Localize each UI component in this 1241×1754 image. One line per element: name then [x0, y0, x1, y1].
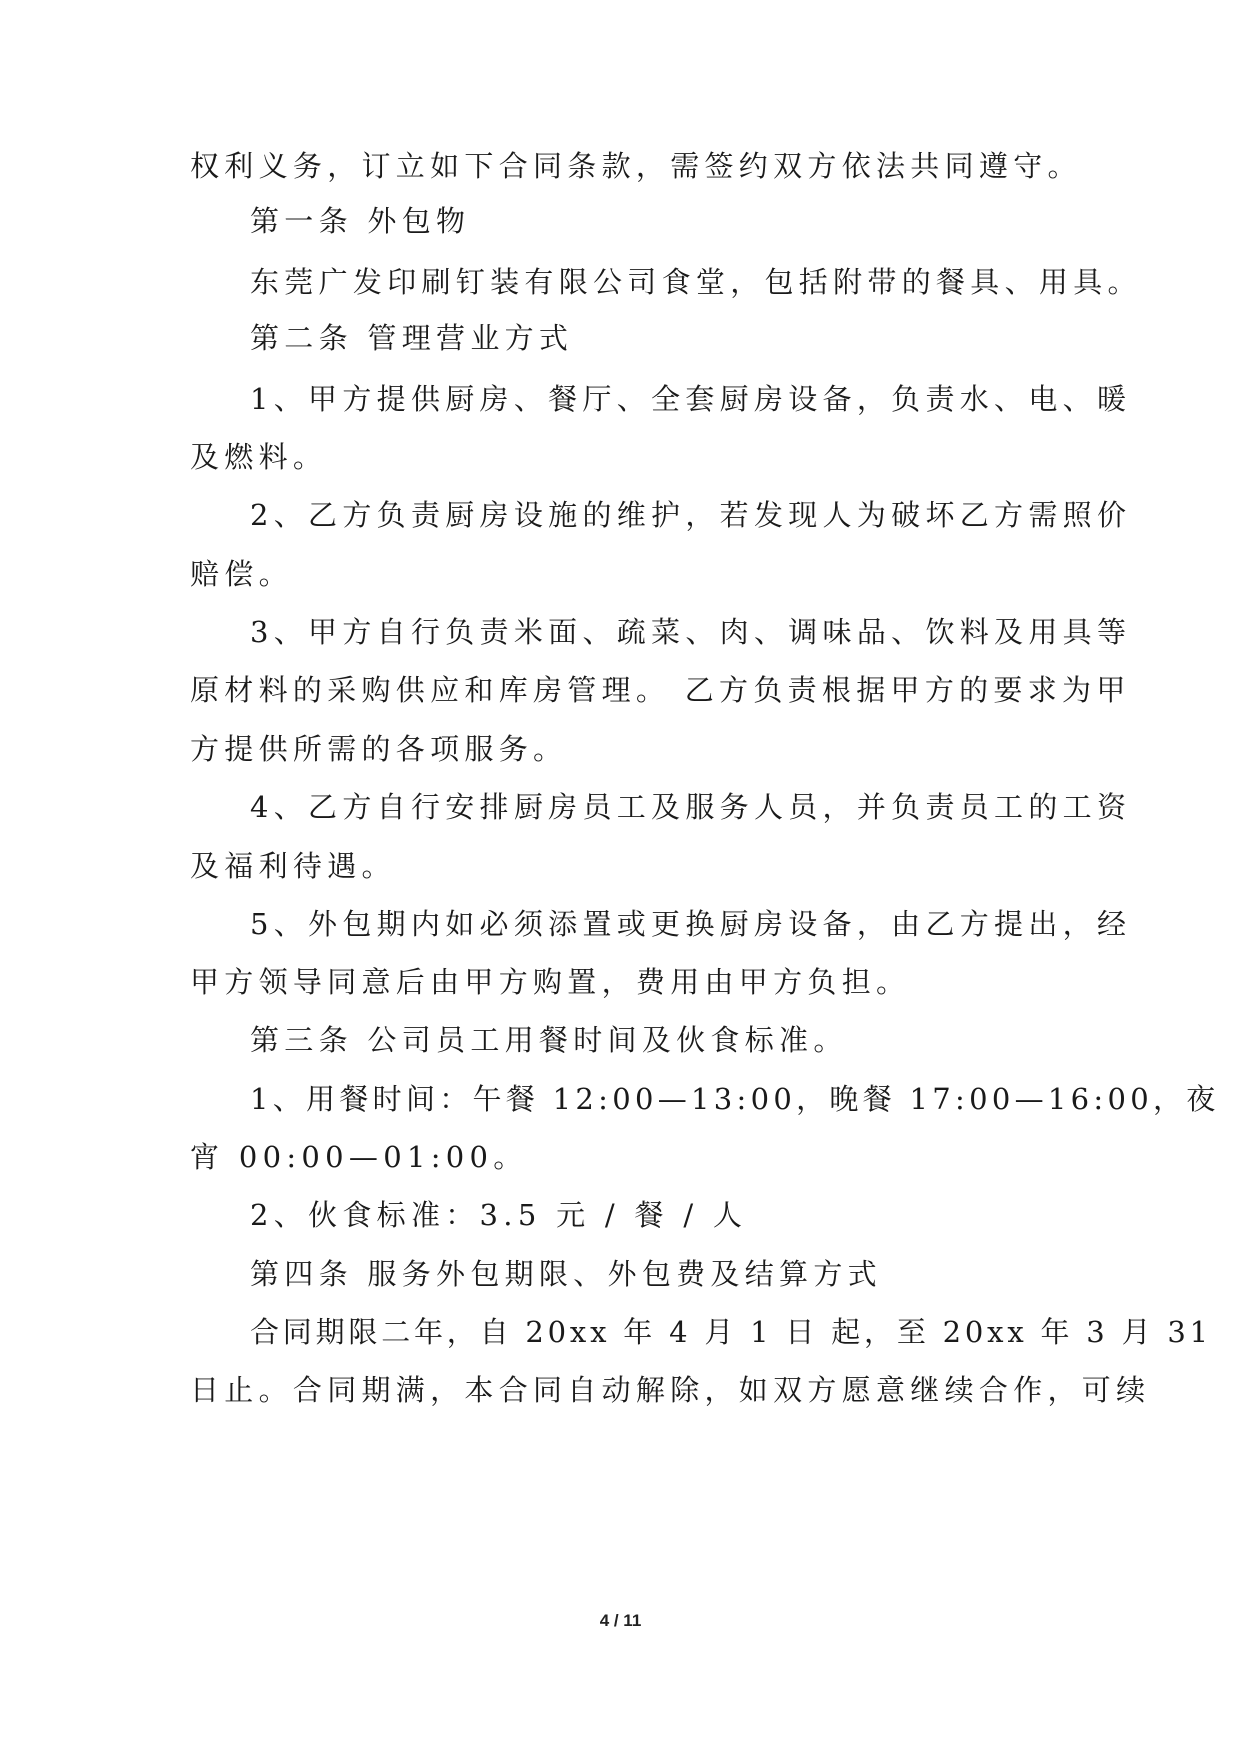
text-line-12: 4、乙方自行安排厨房员工及服务人员，并负责员工的工资 — [250, 790, 1132, 824]
text-line-15: 甲方领导同意后由甲方购置，费用由甲方负担。 — [190, 965, 911, 999]
section-heading-2: 第二条 管理营业方式 — [250, 321, 574, 355]
text-line-11: 方提供所需的各项服务。 — [190, 732, 568, 766]
text-line-22: 日止。合同期满，本合同自动解除，如双方愿意继续合作，可续 — [190, 1373, 1151, 1407]
section-heading-1: 第一条 外包物 — [250, 204, 471, 238]
section-heading-3: 第三条 公司员工用餐时间及伙食标准。 — [250, 1023, 848, 1057]
text-line-14: 5、外包期内如必须添置或更换厨房设备，由乙方提出，经 — [250, 907, 1132, 941]
section-heading-4: 第四条 服务外包期限、外包费及结算方式 — [250, 1257, 882, 1291]
text-line-9: 3、甲方自行负责米面、疏菜、肉、调味品、饮料及用具等 — [250, 615, 1132, 649]
text-line-1: 权利义务，订立如下合同条款，需签约双方依法共同遵守。 — [190, 149, 1082, 183]
text-line-5: 1、甲方提供厨房、餐厅、全套厨房设备，负责水、电、暖 — [250, 382, 1132, 416]
text-line-10: 原材料的采购供应和库房管理。 乙方负责根据甲方的要求为甲 — [190, 673, 1131, 707]
text-line-7: 2、乙方负责厨房设施的维护，若发现人为破坏乙方需照价 — [250, 498, 1132, 532]
text-line-3: 东莞广发印刷钉装有限公司食堂，包括附带的餐具、用具。 — [250, 265, 1142, 299]
text-line-13: 及福利待遇。 — [190, 849, 396, 883]
text-line-21: 合同期限二年，自 20xx 年 4 月 1 日 起，至 20xx 年 3 月 31 — [250, 1315, 1212, 1349]
page-number: 4 / 11 — [599, 1611, 642, 1630]
text-line-17: 1、用餐时间：午餐 12:00—13:00，晚餐 17:00—16:00，夜 — [250, 1082, 1220, 1116]
text-line-18: 宵 00:00—01:00。 — [190, 1140, 528, 1174]
text-line-8: 赔偿。 — [190, 557, 293, 591]
text-line-6: 及燃料。 — [190, 440, 328, 474]
text-line-19: 2、伙食标准：3.5 元 / 餐 / 人 — [250, 1198, 748, 1232]
